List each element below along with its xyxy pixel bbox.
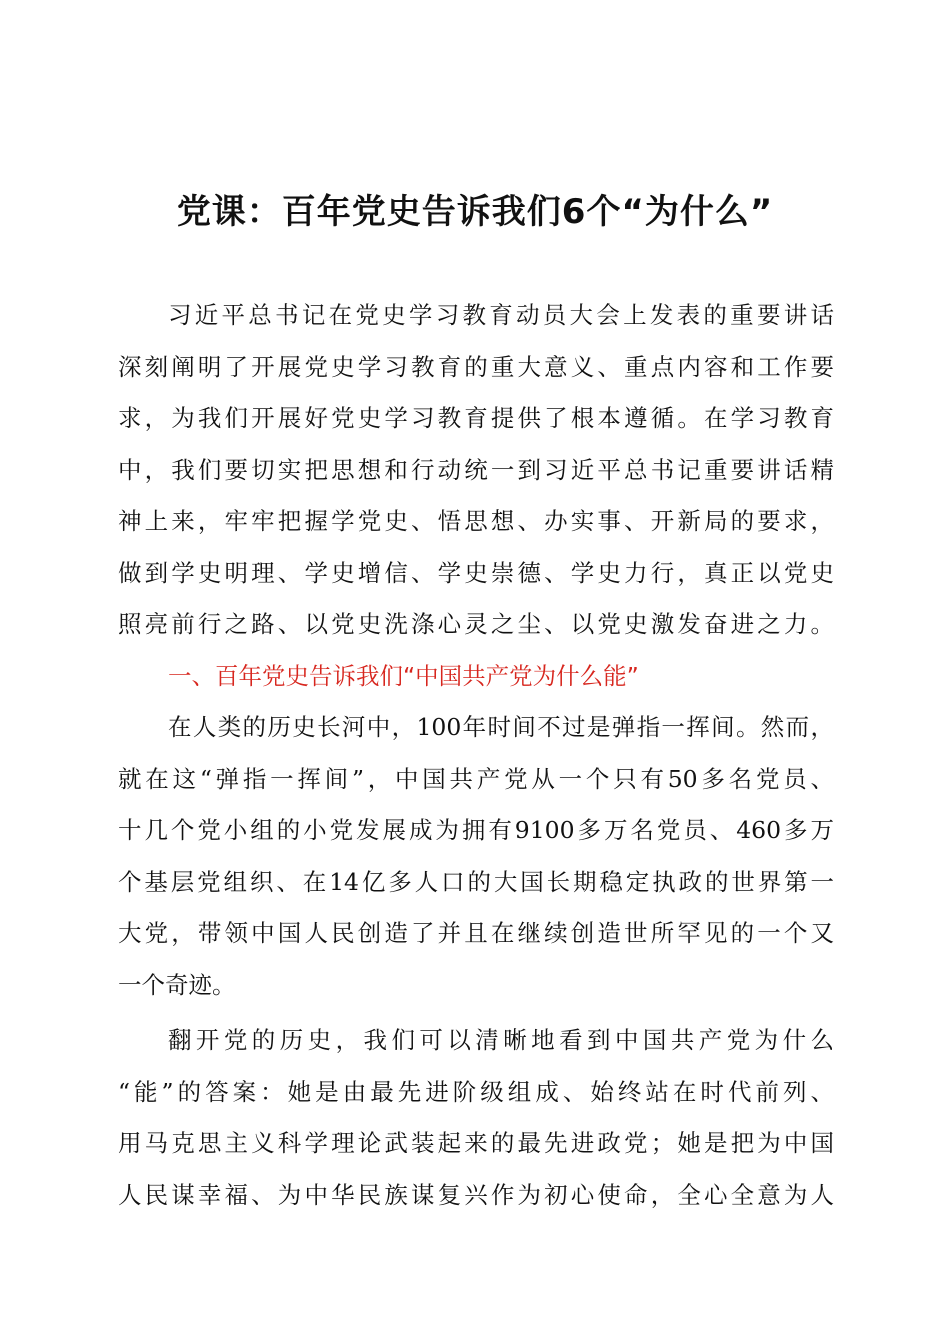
text-line: 一个奇迹。 [118,970,236,999]
text-line: 做到学史明理、学史增信、学史崇德、学史力行，真正以党史 [118,558,834,587]
text-line: 人民谋幸福、为中华民族谋复兴作为初心使命，全心全意为人 [118,1180,834,1209]
document-body [118,290,834,1221]
text-line: 十几个党小组的小党发展成为拥有9100多万名党员、460多万 [118,816,834,844]
section-heading: 一、百年党史告诉我们“中国共产党为什么能” [168,661,639,690]
text-line: 翻开党的历史，我们可以清晰地看到中国共产党为什么 [168,1026,834,1054]
paragraph-history [118,702,834,1011]
text-line: 就在这“弹指一挥间”，中国共产党从一个只有50多名党员、 [118,764,834,793]
text-line: 求，为我们开展好党史学习教育提供了根本遵循。在学习教育 [118,404,834,432]
text-line: 个基层党组织、在14亿多人口的大国长期稳定执政的世界第一 [118,867,834,896]
document-title: 党课：百年党史告诉我们6个“为什么” [176,192,774,232]
text-line: 大党，带领中国人民创造了并且在继续创造世所罕见的一个又 [118,919,834,947]
text-line: 神上来，牢牢把握学党史、悟思想、办实事、开新局的要求， [118,507,834,535]
text-line: 中，我们要切实把思想和行动统一到习近平总书记重要讲话精 [118,455,834,484]
text-line: 习近平总书记在党史学习教育动员大会上发表的重要讲话 [168,301,834,329]
text-line: 在人类的历史长河中，100年时间不过是弹指一挥间。然而， [168,713,834,741]
paragraph-intro [118,290,834,651]
text-line: “能”的答案：她是由最先进阶级组成、始终站在时代前列、 [118,1077,834,1106]
text-line: 照亮前行之路、以党史洗涤心灵之尘、以党史激发奋进之力。 [118,610,834,638]
text-line: 深刻阐明了开展党史学习教育的重大意义、重点内容和工作要 [118,352,834,381]
text-line: 用马克思主义科学理论武装起来的最先进政党；她是把为中国 [118,1129,834,1157]
paragraph-answer [118,1015,834,1221]
